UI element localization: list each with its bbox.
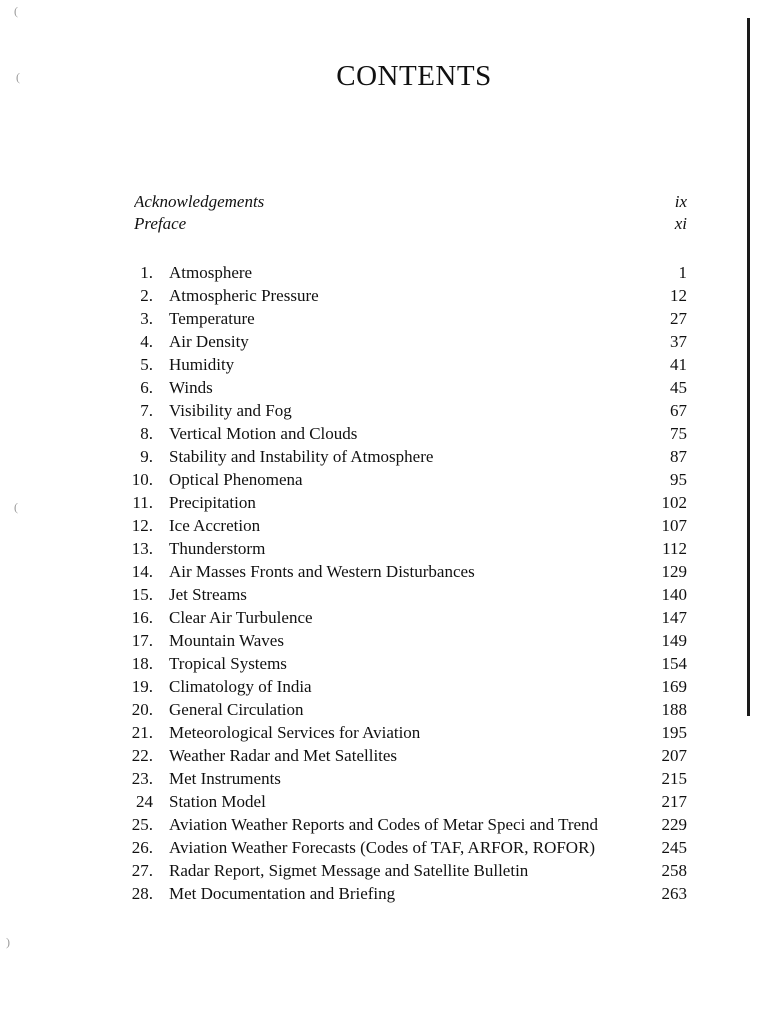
chapter-title: Visibility and Fog (169, 401, 292, 420)
chapter-title: Met Instruments (169, 769, 281, 788)
toc-entry (120, 813, 687, 836)
chapter-number: 3. (140, 309, 153, 328)
chapter-page-number: 107 (661, 516, 687, 535)
chapter-page-number: 12 (670, 286, 687, 305)
page-title: CONTENTS (336, 60, 492, 92)
toc-entry (120, 652, 687, 675)
chapter-number: 7. (140, 401, 153, 420)
toc-entry (120, 422, 687, 445)
chapter-title: Optical Phenomena (169, 470, 303, 489)
margin-mark: ( (14, 4, 18, 18)
front-matter-item (134, 213, 687, 235)
front-matter-item (134, 191, 687, 213)
chapter-number: 18. (131, 654, 153, 673)
chapter-title: Vertical Motion and Clouds (169, 424, 358, 443)
front-matter-title: Preface (134, 214, 187, 233)
front-matter-page: ix (674, 192, 687, 211)
chapter-page-number: 188 (661, 700, 687, 719)
toc-entry (120, 859, 687, 882)
chapter-title: Met Documentation and Briefing (169, 884, 396, 903)
chapter-number: 15. (131, 585, 153, 604)
chapter-title: Meteorological Services for Aviation (169, 723, 421, 742)
chapter-title: Humidity (169, 355, 235, 374)
chapter-page-number: 41 (670, 355, 687, 374)
chapter-title: Radar Report, Sigmet Message and Satellite Bulletin (169, 861, 529, 880)
scan-edge-shadow (747, 18, 750, 716)
toc-entry (120, 721, 687, 744)
chapter-number: 28. (131, 884, 153, 903)
chapter-number: 17. (131, 631, 153, 650)
chapter-title: Clear Air Turbulence (169, 608, 313, 627)
chapter-page-number: 102 (661, 493, 687, 512)
chapter-number: 24 (136, 792, 153, 811)
toc-entry (120, 491, 687, 514)
front-matter-list (134, 191, 687, 235)
chapter-title: Station Model (169, 792, 266, 811)
chapter-title: Climatology of India (169, 677, 312, 696)
chapter-number: 10. (131, 470, 153, 489)
margin-mark: ) (6, 935, 10, 949)
chapter-title: Ice Accretion (169, 516, 261, 535)
toc-entry (120, 445, 687, 468)
chapter-number: 21. (131, 723, 153, 742)
chapter-number: 12. (131, 516, 153, 535)
chapter-title: Temperature (169, 309, 255, 328)
chapter-title: Precipitation (169, 493, 256, 512)
chapter-page-number: 75 (670, 424, 687, 443)
chapter-title: Mountain Waves (169, 631, 284, 650)
toc-entry (120, 882, 687, 905)
toc-entry (120, 284, 687, 307)
chapter-title: Aviation Weather Reports and Codes of Metar Speci and Trend (169, 815, 599, 834)
chapter-page-number: 245 (661, 838, 687, 857)
chapter-page-number: 87 (670, 447, 687, 466)
chapter-number: 4. (140, 332, 153, 351)
chapter-title: Tropical Systems (169, 654, 287, 673)
front-matter-page: xi (674, 214, 687, 233)
toc-entry (120, 514, 687, 537)
chapter-page-number: 45 (670, 378, 687, 397)
chapter-page-number: 149 (661, 631, 687, 650)
chapter-page-number: 154 (661, 654, 687, 673)
margin-mark: ( (14, 500, 18, 514)
chapter-page-number: 207 (661, 746, 687, 765)
chapter-title: Thunderstorm (169, 539, 266, 558)
chapter-page-number: 229 (661, 815, 687, 834)
front-matter-title: Acknowledgements (134, 192, 265, 211)
toc-entry (120, 261, 687, 284)
chapter-number: 5. (140, 355, 153, 374)
toc-entry (120, 560, 687, 583)
chapter-page-number: 258 (661, 861, 687, 880)
toc-entry (120, 537, 687, 560)
toc-entry (120, 376, 687, 399)
toc-entry (120, 767, 687, 790)
toc-entry (120, 836, 687, 859)
chapter-title: Winds (169, 378, 213, 397)
chapter-page-number: 129 (661, 562, 687, 581)
toc-entry (120, 675, 687, 698)
chapter-title: Atmosphere (169, 263, 253, 282)
toc-entry (120, 629, 687, 652)
toc-entry (120, 307, 687, 330)
chapter-page-number: 67 (670, 401, 687, 420)
chapter-number: 20. (131, 700, 153, 719)
chapter-page-number: 27 (670, 309, 687, 328)
chapter-page-number: 1 (678, 263, 687, 282)
chapter-number: 19. (131, 677, 153, 696)
chapter-title: Atmospheric Pressure (169, 286, 319, 305)
chapter-title: Aviation Weather Forecasts (Codes of TAF, ARFOR, ROFOR) (169, 838, 596, 857)
chapter-list (120, 261, 687, 905)
chapter-page-number: 217 (661, 792, 687, 811)
chapter-page-number: 263 (661, 884, 687, 903)
toc-entry (120, 330, 687, 353)
chapter-number: 16. (131, 608, 153, 627)
chapter-number: 14. (131, 562, 153, 581)
chapter-page-number: 147 (661, 608, 687, 627)
margin-mark: ( (16, 70, 20, 84)
chapter-number: 8. (140, 424, 153, 443)
toc-entry (120, 698, 687, 721)
chapter-number: 1. (140, 263, 153, 282)
toc-entry (120, 744, 687, 767)
chapter-title: Weather Radar and Met Satellites (169, 746, 398, 765)
chapter-page-number: 215 (661, 769, 687, 788)
chapter-title: General Circulation (169, 700, 304, 719)
chapter-number: 23. (131, 769, 153, 788)
chapter-title: Stability and Instability of Atmosphere (169, 447, 434, 466)
toc-entry (120, 399, 687, 422)
chapter-page-number: 195 (661, 723, 687, 742)
chapter-number: 26. (131, 838, 153, 857)
chapter-number: 6. (140, 378, 153, 397)
chapter-number: 9. (140, 447, 153, 466)
toc-entry (120, 583, 687, 606)
chapter-title: Air Density (169, 332, 249, 351)
chapter-page-number: 112 (662, 539, 687, 558)
chapter-page-number: 95 (670, 470, 687, 489)
chapter-number: 27. (131, 861, 153, 880)
chapter-number: 11. (132, 493, 153, 512)
chapter-number: 25. (131, 815, 153, 834)
chapter-number: 13. (131, 539, 153, 558)
toc-entry (120, 468, 687, 491)
chapter-page-number: 169 (661, 677, 687, 696)
chapter-title: Jet Streams (169, 585, 247, 604)
toc-entry (120, 606, 687, 629)
chapter-page-number: 140 (661, 585, 687, 604)
chapter-number: 2. (140, 286, 153, 305)
chapter-title: Air Masses Fronts and Western Disturbances (169, 562, 475, 581)
chapter-page-number: 37 (670, 332, 687, 351)
toc-entry (120, 353, 687, 376)
toc-entry (120, 790, 687, 813)
chapter-number: 22. (131, 746, 153, 765)
